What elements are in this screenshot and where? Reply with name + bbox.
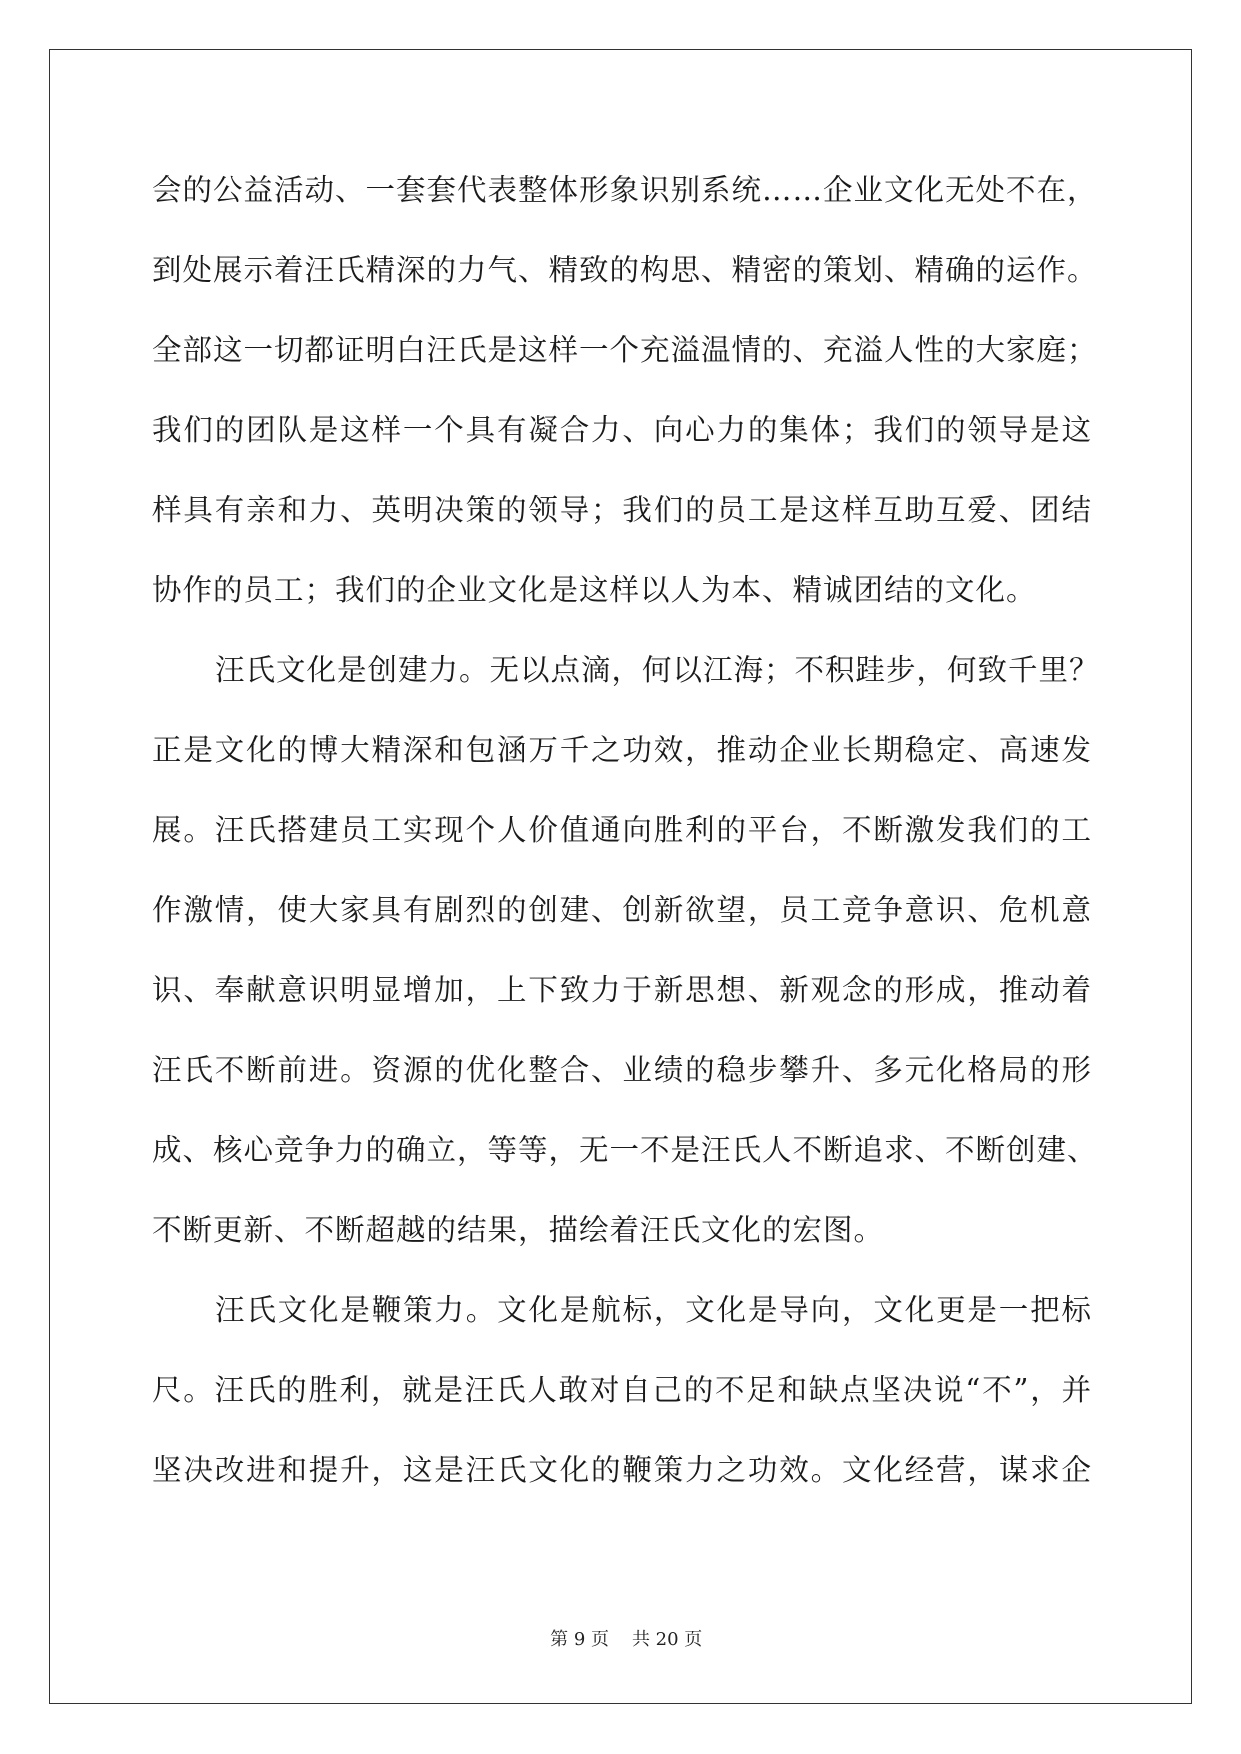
text-line: 汪氏不断前进。资源的优化整合、业绩的稳步攀升、多元化格局的形 [152, 1053, 1092, 1087]
text-line: 汪氏文化是创建力。无以点滴，何以江海；不积跬步，何致千里？ [215, 653, 1100, 687]
text-line: 识、奉献意识明显增加，上下致力于新思想、新观念的形成，推动着 [152, 973, 1092, 1007]
paragraph-2 [152, 638, 1100, 1278]
text-line: 成、核心竞争力的确立，等等，无一不是汪氏人不断追求、不断创建、 [152, 1133, 1098, 1167]
text-line: 到处展示着汪氏精深的力气、精致的构思、精密的策划、精确的运作。 [152, 253, 1098, 287]
text-line: 全部这一切都证明白汪氏是这样一个充溢温情的、充溢人性的大家庭； [152, 333, 1098, 367]
document-body [152, 158, 1100, 1518]
text-line: 作激情，使大家具有剧烈的创建、创新欲望，员工竞争意识、危机意 [152, 893, 1092, 927]
text-line: 展。汪氏搭建员工实现个人价值通向胜利的平台，不断激发我们的工 [152, 813, 1092, 847]
text-line: 不断更新、不断超越的结果，描绘着汪氏文化的宏图。 [152, 1213, 885, 1247]
text-line: 协作的员工；我们的企业文化是这样以人为本、精诚团结的文化。 [152, 573, 1037, 607]
text-line: 样具有亲和力、英明决策的领导；我们的员工是这样互助互爱、团结 [152, 493, 1092, 527]
paragraph-1 [152, 158, 1098, 638]
page-footer [0, 1604, 1241, 1651]
page-number-label: 第 9 页 共 20 页 [550, 1629, 703, 1650]
text-line: 尺。汪氏的胜利，就是汪氏人敢对自己的不足和缺点坚决说“不”，并 [152, 1373, 1092, 1407]
text-line: 会的公益活动、一套套代表整体形象识别系统……企业文化无处不在， [152, 173, 1098, 207]
paragraph-3 [152, 1278, 1092, 1518]
text-line: 坚决改进和提升，这是汪氏文化的鞭策力之功效。文化经营，谋求企 [152, 1453, 1092, 1487]
text-line: 正是文化的博大精深和包涵万千之功效，推动企业长期稳定、高速发 [152, 733, 1092, 767]
text-line: 汪氏文化是鞭策力。文化是航标，文化是导向，文化更是一把标 [215, 1293, 1092, 1327]
text-line: 我们的团队是这样一个具有凝合力、向心力的集体；我们的领导是这 [152, 413, 1092, 447]
